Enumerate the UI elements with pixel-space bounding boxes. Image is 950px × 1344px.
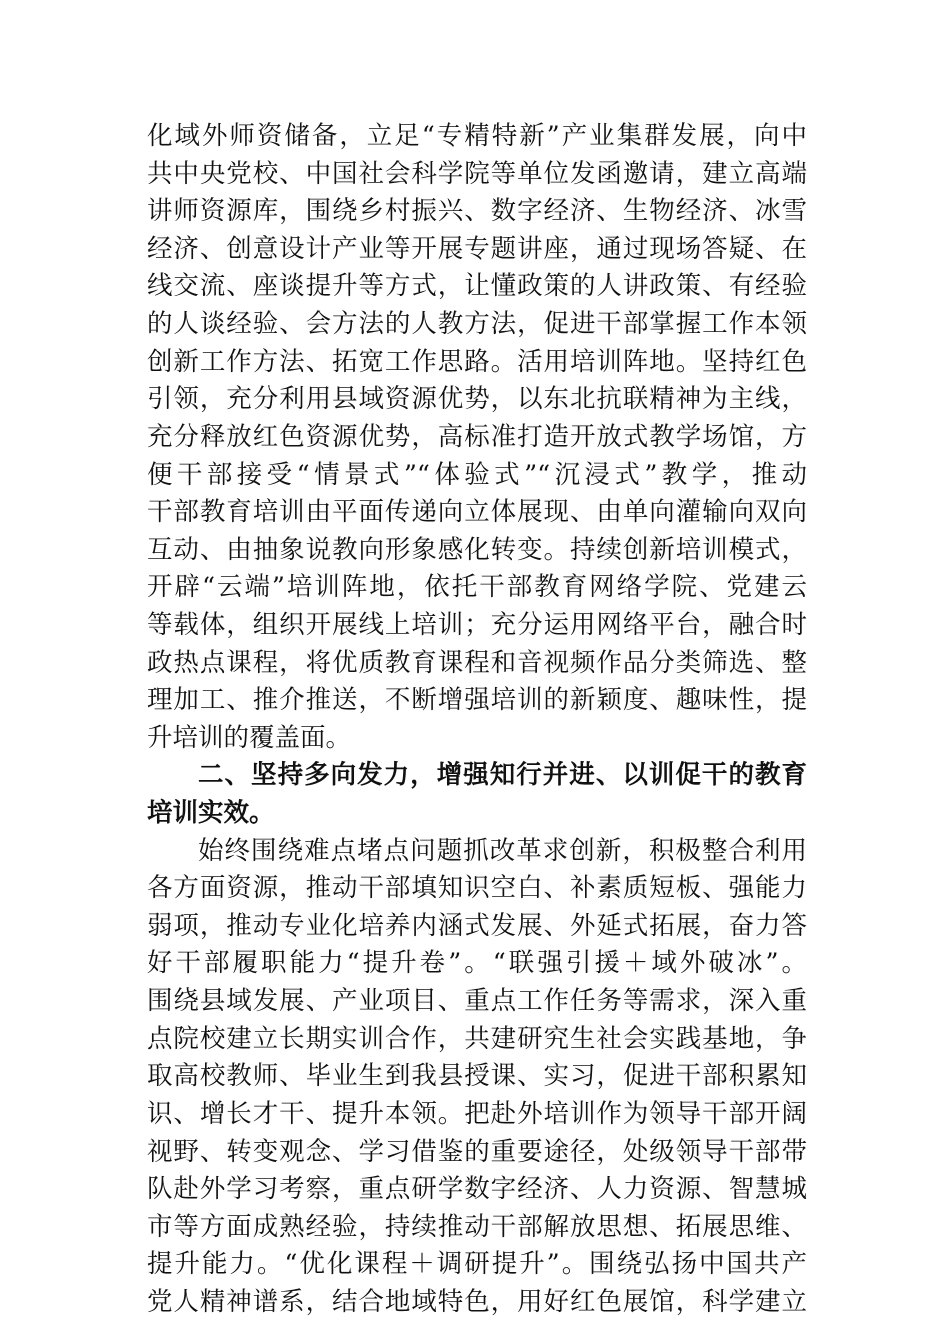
paragraph-1-line-5: 线交流、座谈提升等方式，让懂政策的人讲政策、有经验	[147, 271, 807, 301]
paragraph-1-line-3: 讲师资源库，围绕乡村振兴、数字经济、生物经济、冰雪	[147, 196, 807, 226]
paragraph-2-line-11: 市等方面成熟经验，持续推动干部解放思想、拓展思维、	[147, 1212, 807, 1242]
paragraph-1-line-9: 充分释放红色资源优势，高标准打造开放式教学场馆，方	[147, 422, 807, 452]
paragraph-1-line-11: 干部教育培训由平面传递向立体展现、由单向灌输向双向	[147, 497, 807, 527]
paragraph-2-line-3: 弱项，推动专业化培养内涵式发展、外延式拓展，奋力答	[147, 911, 807, 941]
paragraph-2-line-2: 各方面资源，推动干部填知识空白、补素质短板、强能力	[147, 873, 807, 903]
paragraph-1-line-17: 升培训的覆盖面。	[147, 723, 352, 753]
paragraph-2-line-5: 围绕县域发展、产业项目、重点工作任务等需求，深入重	[147, 986, 807, 1016]
section-heading-line-2: 培训实效。	[147, 798, 275, 828]
paragraph-2-line-1: 始终围绕难点堵点问题抓改革求创新，积极整合利用	[198, 836, 807, 866]
paragraph-1-line-2: 共中央党校、中国社会科学院等单位发函邀请，建立高端	[147, 159, 807, 189]
paragraph-1-line-4: 经济、创意设计产业等开展专题讲座，通过现场答疑、在	[147, 234, 807, 264]
paragraph-1-line-16: 理加工、推介推送，不断增强培训的新颖度、趣味性，提	[147, 685, 807, 715]
paragraph-2-line-13: 党人精神谱系，结合地域特色，用好红色展馆，科学建立	[147, 1287, 807, 1317]
paragraph-1-line-8: 引领，充分利用县域资源优势，以东北抗联精神为主线，	[147, 384, 807, 414]
paragraph-2-line-4: 好干部履职能力“提升卷”。“联强引援＋域外破冰”。	[147, 948, 807, 978]
paragraph-2-line-7: 取高校教师、毕业生到我县授课、实习，促进干部积累知	[147, 1061, 807, 1091]
paragraph-2-line-6: 点院校建立长期实训合作，共建研究生社会实践基地，争	[147, 1024, 807, 1054]
paragraph-1-line-12: 互动、由抽象说教向形象感化转变。持续创新培训模式，	[147, 535, 807, 565]
paragraph-1-line-13: 开辟“云端”培训阵地，依托干部教育网络学院、党建云	[147, 572, 807, 602]
section-heading-line-1: 二、坚持多向发力，增强知行并进、以训促干的教育	[198, 760, 807, 790]
paragraph-2-line-8: 识、增长才干、提升本领。把赴外培训作为领导干部开阔	[147, 1099, 807, 1129]
paragraph-2-line-9: 视野、转变观念、学习借鉴的重要途径，处级领导干部带	[147, 1137, 807, 1167]
paragraph-2-line-12: 提升能力。“优化课程＋调研提升”。围绕弘扬中国共产	[147, 1249, 807, 1279]
paragraph-1-line-1: 化域外师资储备，立足“专精特新”产业集群发展，向中	[147, 121, 807, 151]
paragraph-1-line-15: 政热点课程，将优质教育课程和音视频作品分类筛选、整	[147, 648, 807, 678]
paragraph-1-line-10: 便干部接受“情景式”“体验式”“沉浸式”教学，推动	[147, 460, 807, 490]
paragraph-1-line-14: 等载体，组织开展线上培训；充分运用网络平台，融合时	[147, 610, 807, 640]
paragraph-2-line-10: 队赴外学习考察，重点研学数字经济、人力资源、智慧城	[147, 1174, 807, 1204]
paragraph-1-line-6: 的人谈经验、会方法的人教方法，促进干部掌握工作本领	[147, 309, 807, 339]
paragraph-1-line-7: 创新工作方法、拓宽工作思路。活用培训阵地。坚持红色	[147, 347, 807, 377]
